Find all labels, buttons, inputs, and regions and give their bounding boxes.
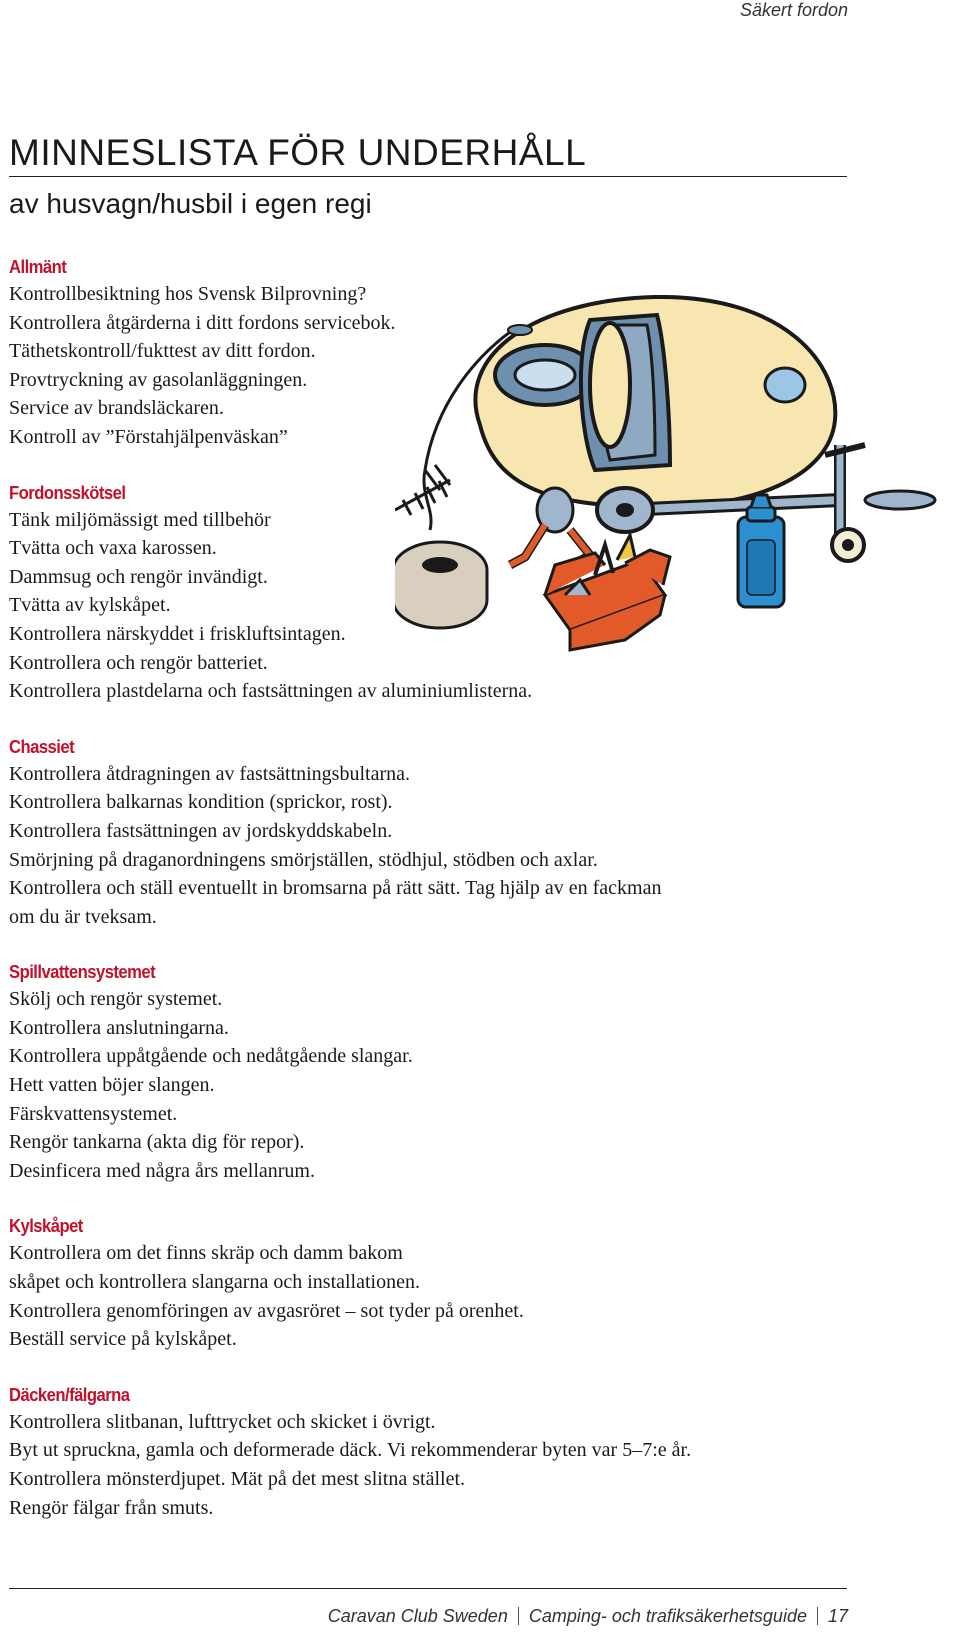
checklist-item: Tvätta av kylskåpet. bbox=[9, 594, 171, 617]
checklist-item: Rengör fälgar från smuts. bbox=[9, 1496, 214, 1519]
section-heading: Kylskåpet bbox=[9, 1215, 83, 1237]
checklist-item: Desinficera med några års mellanrum. bbox=[9, 1159, 315, 1182]
checklist-item: Dammsug och rengör invändigt. bbox=[9, 565, 268, 588]
section-heading: Allmänt bbox=[9, 256, 67, 277]
checklist-item: Kontrollera om det finns skräp och damm bakom bbox=[9, 1242, 403, 1265]
checklist-section bbox=[9, 959, 909, 1185]
page-number: 17 bbox=[827, 1606, 848, 1626]
checklist-item: Rengör tankarna (akta dig för repor). bbox=[9, 1131, 305, 1154]
running-head: Säkert fordon bbox=[739, 0, 848, 20]
checklist-item: Kontrollera åtdragningen av fastsättningsbultarna. bbox=[9, 762, 410, 785]
footer-separator bbox=[518, 1607, 519, 1625]
section-heading: Däcken/fälgarna bbox=[9, 1383, 130, 1405]
checklist-item: Skölj och rengör systemet. bbox=[9, 988, 223, 1011]
checklist-section bbox=[9, 1382, 909, 1522]
checklist-item: Kontrollera närskyddet i friskluftsintagen. bbox=[9, 622, 346, 645]
checklist-item: Kontrollera och rengör batteriet. bbox=[9, 651, 268, 674]
caravan-maintenance-illustration bbox=[395, 295, 950, 675]
checklist-item: Kontrollbesiktning hos Svensk Bilprovning? bbox=[9, 283, 367, 305]
toolbox-icon bbox=[545, 535, 670, 650]
page-subtitle: av husvagn/husbil i egen regi bbox=[9, 188, 372, 219]
section-heading: Fordonsskötsel bbox=[9, 481, 126, 503]
section-heading: Spillvattensystemet bbox=[9, 961, 156, 983]
checklist-item: Tänk miljömässigt med tillbehör bbox=[9, 508, 271, 531]
bottle-icon bbox=[738, 495, 784, 607]
antenna-icon bbox=[395, 465, 450, 515]
checklist-item: Hett vatten böjer slangen. bbox=[9, 1074, 215, 1097]
checklist-item: Kontrollera genomföringen av avgasröret – sot tyder på orenhet. bbox=[9, 1299, 524, 1322]
checklist-item: om du är tveksam. bbox=[9, 905, 157, 928]
footer-separator bbox=[817, 1607, 818, 1625]
checklist-item: Smörjning på draganordningens smörjställen, stödhjul, stödben och axlar. bbox=[9, 848, 598, 871]
checklist-item: Kontrollera balkarnas kondition (sprickor, rost). bbox=[9, 791, 393, 814]
checklist-item: Kontrollera uppåtgående och nedåtgående slangar. bbox=[9, 1045, 413, 1068]
page-footer bbox=[328, 1606, 848, 1627]
checklist-item: Service av brandsläckaren. bbox=[9, 397, 224, 420]
checklist-item: Täthetskontroll/fukttest av ditt fordon. bbox=[9, 340, 316, 363]
checklist-item: Kontrollera åtgärderna i ditt fordons servicebok. bbox=[9, 311, 396, 334]
checklist-item: Byt ut spruckna, gamla och deformerade däck. Vi rekommenderar byten var 5–7:e år. bbox=[9, 1439, 692, 1462]
checklist-item: Färskvattensystemet. bbox=[9, 1102, 178, 1125]
checklist-section bbox=[9, 734, 909, 932]
tape-roll-icon bbox=[395, 542, 487, 628]
checklist-item: Kontrollera mönsterdjupet. Mät på det mest slitna stället. bbox=[9, 1468, 466, 1490]
checklist-section bbox=[9, 1213, 909, 1353]
checklist-item: Kontrollera anslutningarna. bbox=[9, 1016, 229, 1039]
checklist-item: skåpet och kontrollera slangarna och installationen. bbox=[9, 1271, 420, 1294]
checklist-item: Kontrollera plastdelarna och fastsättningen av aluminiumlisterna. bbox=[9, 680, 533, 703]
checklist-item: Kontrollera och ställ eventuellt in bromsarna på rätt sätt. Tag hjälp av en fackman bbox=[9, 877, 662, 900]
checklist-item: Provtryckning av gasolanläggningen. bbox=[9, 368, 308, 391]
checklist-item: Tvätta och vaxa karossen. bbox=[9, 537, 217, 560]
page-title: MINNESLISTA FÖR UNDERHÅLL bbox=[9, 132, 847, 177]
checklist-item: Kontrollera fastsättningen av jordskyddskabeln. bbox=[9, 819, 393, 842]
footer-publication: Camping- och trafiksäkerhetsguide bbox=[528, 1606, 807, 1626]
caravan-icon bbox=[475, 297, 835, 507]
footer-rule bbox=[9, 1588, 847, 1589]
section-heading: Chassiet bbox=[9, 735, 75, 757]
checklist-item: Beställ service på kylskåpet. bbox=[9, 1328, 237, 1351]
checklist-item: Kontrollera slitbanan, lufttrycket och skicket i övrigt. bbox=[9, 1410, 436, 1433]
checklist-item: Kontroll av ”Förstahjälpenväskan” bbox=[9, 425, 288, 448]
footer-organization: Caravan Club Sweden bbox=[327, 1606, 508, 1626]
